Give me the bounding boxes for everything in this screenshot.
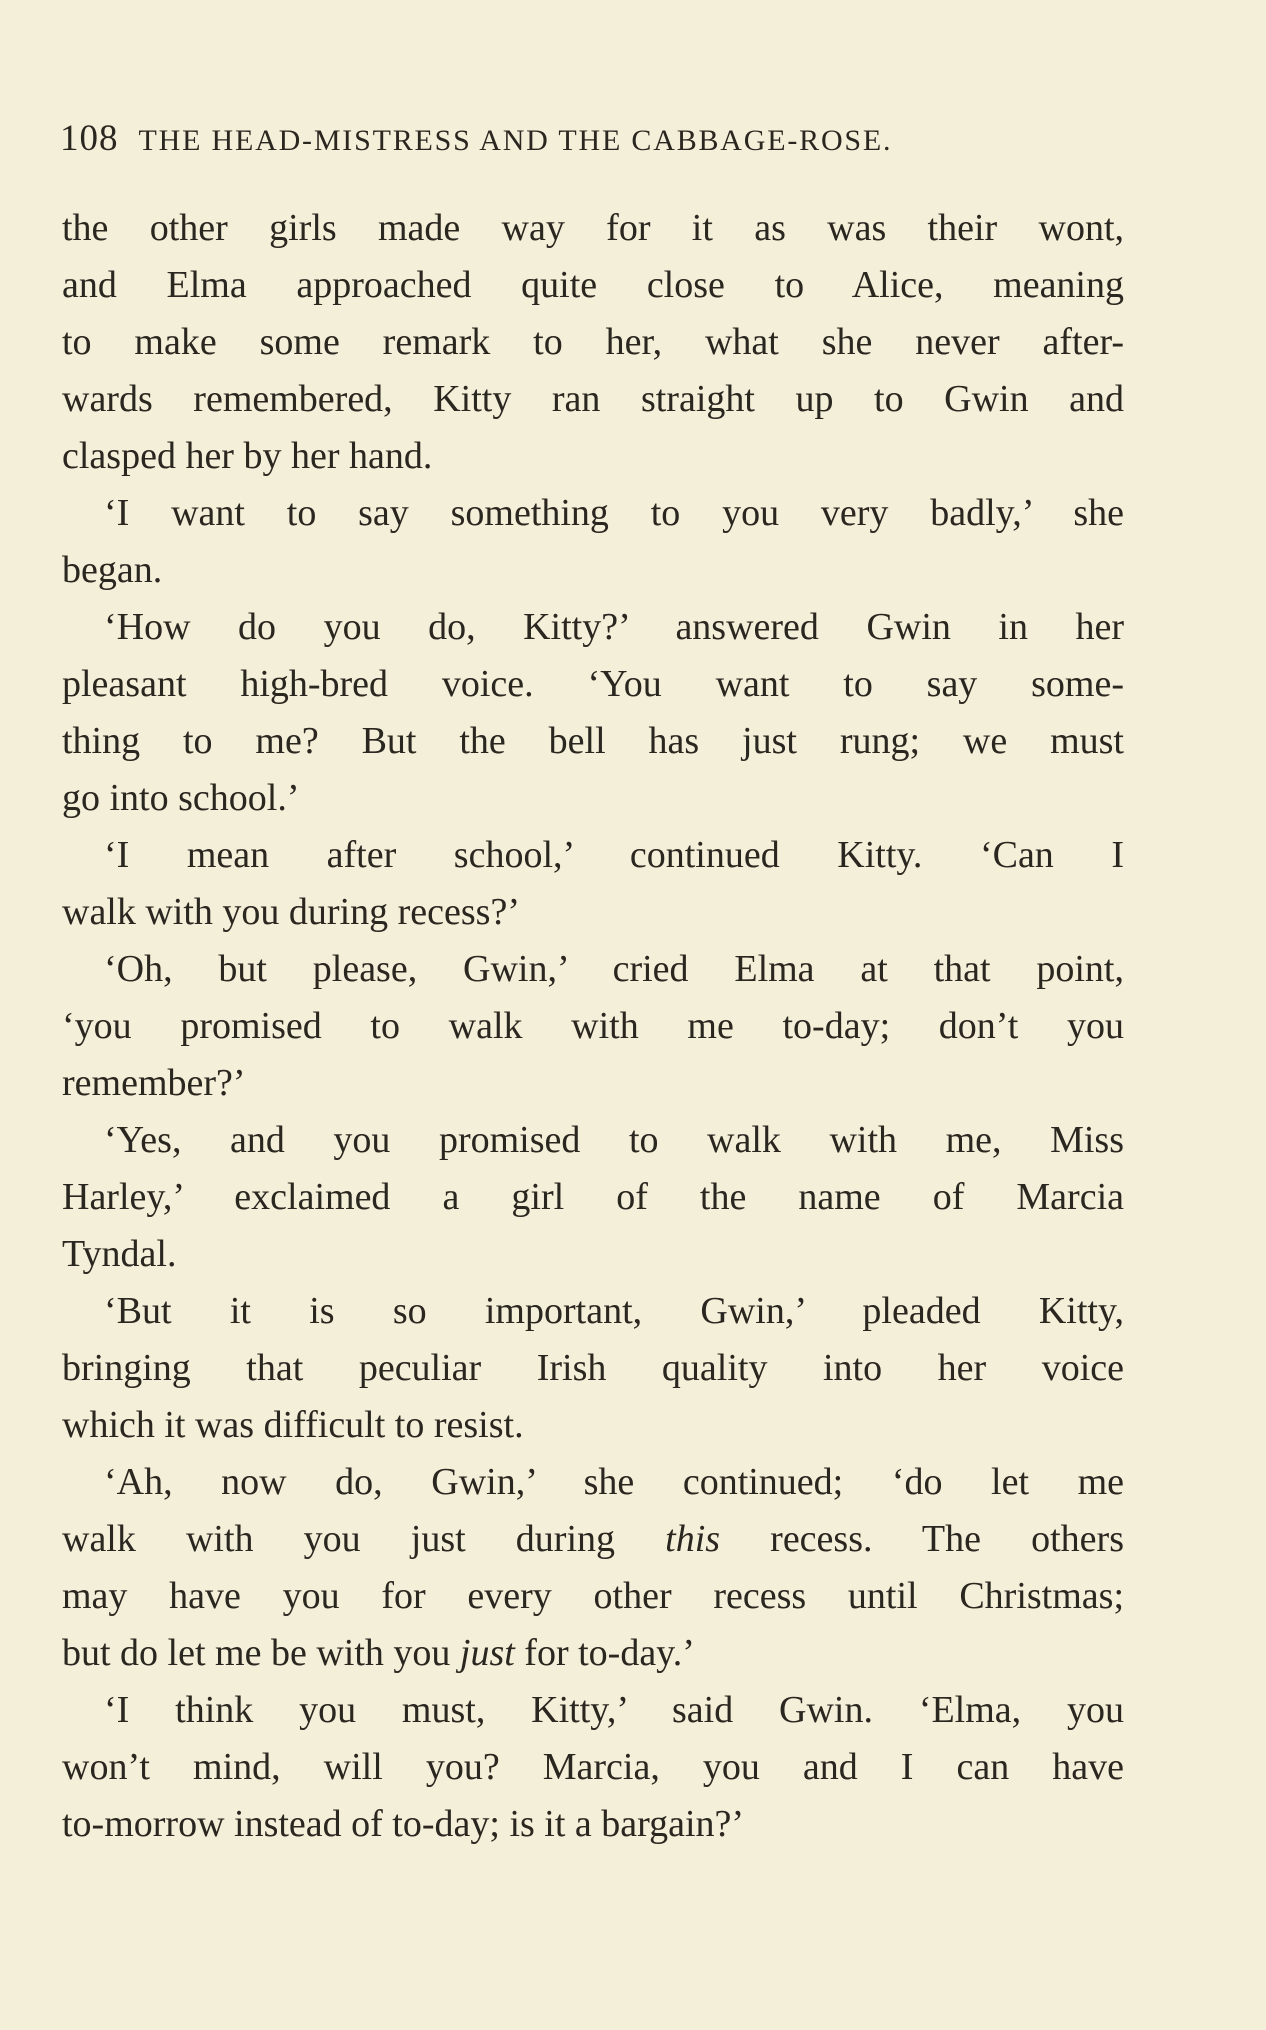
- text-line: Tyndal.: [62, 1233, 177, 1275]
- text-segment: recess. The others: [720, 1518, 1124, 1560]
- text-line: Harley,’ exclaimed a girl of the name of Marcia: [62, 1176, 1124, 1218]
- text-segment: but do let me be with you: [62, 1632, 460, 1674]
- text-line: walk with you during recess?’: [62, 891, 520, 933]
- text-line: go into school.’: [62, 777, 300, 819]
- text-line: began.: [62, 549, 163, 591]
- text-line: wards remembered, Kitty ran straight up to Gwin and: [62, 378, 1124, 420]
- text-line: ‘Yes, and you promised to walk with me, Miss: [104, 1119, 1124, 1161]
- text-line: ‘I want to say something to you very badly,’ she: [104, 492, 1124, 534]
- text-line: to-morrow instead of to-day; is it a bargain?’: [62, 1803, 745, 1845]
- text-line: won’t mind, will you? Marcia, you and I can have: [62, 1746, 1124, 1788]
- text-line: may have you for every other recess until Christmas;: [62, 1575, 1124, 1617]
- text-line: the other girls made way for it as was their wont,: [62, 207, 1124, 249]
- text-line: remember?’: [62, 1062, 246, 1104]
- text-line: ‘I mean after school,’ continued Kitty. ‘Can I: [104, 834, 1124, 876]
- text-line: [62, 1511, 1124, 1568]
- text-line: ‘you promised to walk with me to-day; don’t you: [62, 1005, 1124, 1047]
- text-line: ‘Oh, but please, Gwin,’ cried Elma at that point,: [104, 948, 1124, 990]
- text-segment: walk with you just during: [62, 1518, 666, 1560]
- running-title: THE HEAD-MISTRESS AND THE CABBAGE-ROSE.: [138, 124, 893, 157]
- text-line: [62, 1625, 1124, 1682]
- text-line: which it was difficult to resist.: [62, 1404, 524, 1446]
- running-head: [60, 114, 1120, 164]
- text-line: and Elma approached quite close to Alice, meaning: [62, 264, 1124, 306]
- text-line: bringing that peculiar Irish quality into her voice: [62, 1347, 1124, 1389]
- text-segment: for to-day.’: [514, 1632, 695, 1674]
- italic-text: just: [459, 1632, 515, 1674]
- text-line: ‘How do you do, Kitty?’ answered Gwin in her: [104, 606, 1124, 648]
- text-line: ‘I think you must, Kitty,’ said Gwin. ‘Elma, you: [104, 1689, 1124, 1731]
- text-line: thing to me? But the bell has just rung; we must: [62, 720, 1124, 762]
- page-number: 108: [60, 118, 119, 159]
- text-line: pleasant high-bred voice. ‘You want to say some-: [62, 663, 1124, 705]
- text-line: ‘Ah, now do, Gwin,’ she continued; ‘do let me: [104, 1461, 1124, 1503]
- body-text: [62, 200, 1124, 1853]
- italic-text: this: [665, 1518, 721, 1560]
- text-line: ‘But it is so important, Gwin,’ pleaded Kitty,: [104, 1290, 1124, 1332]
- text-line: to make some remark to her, what she never after-: [62, 321, 1124, 363]
- text-line: clasped her by her hand.: [62, 435, 433, 477]
